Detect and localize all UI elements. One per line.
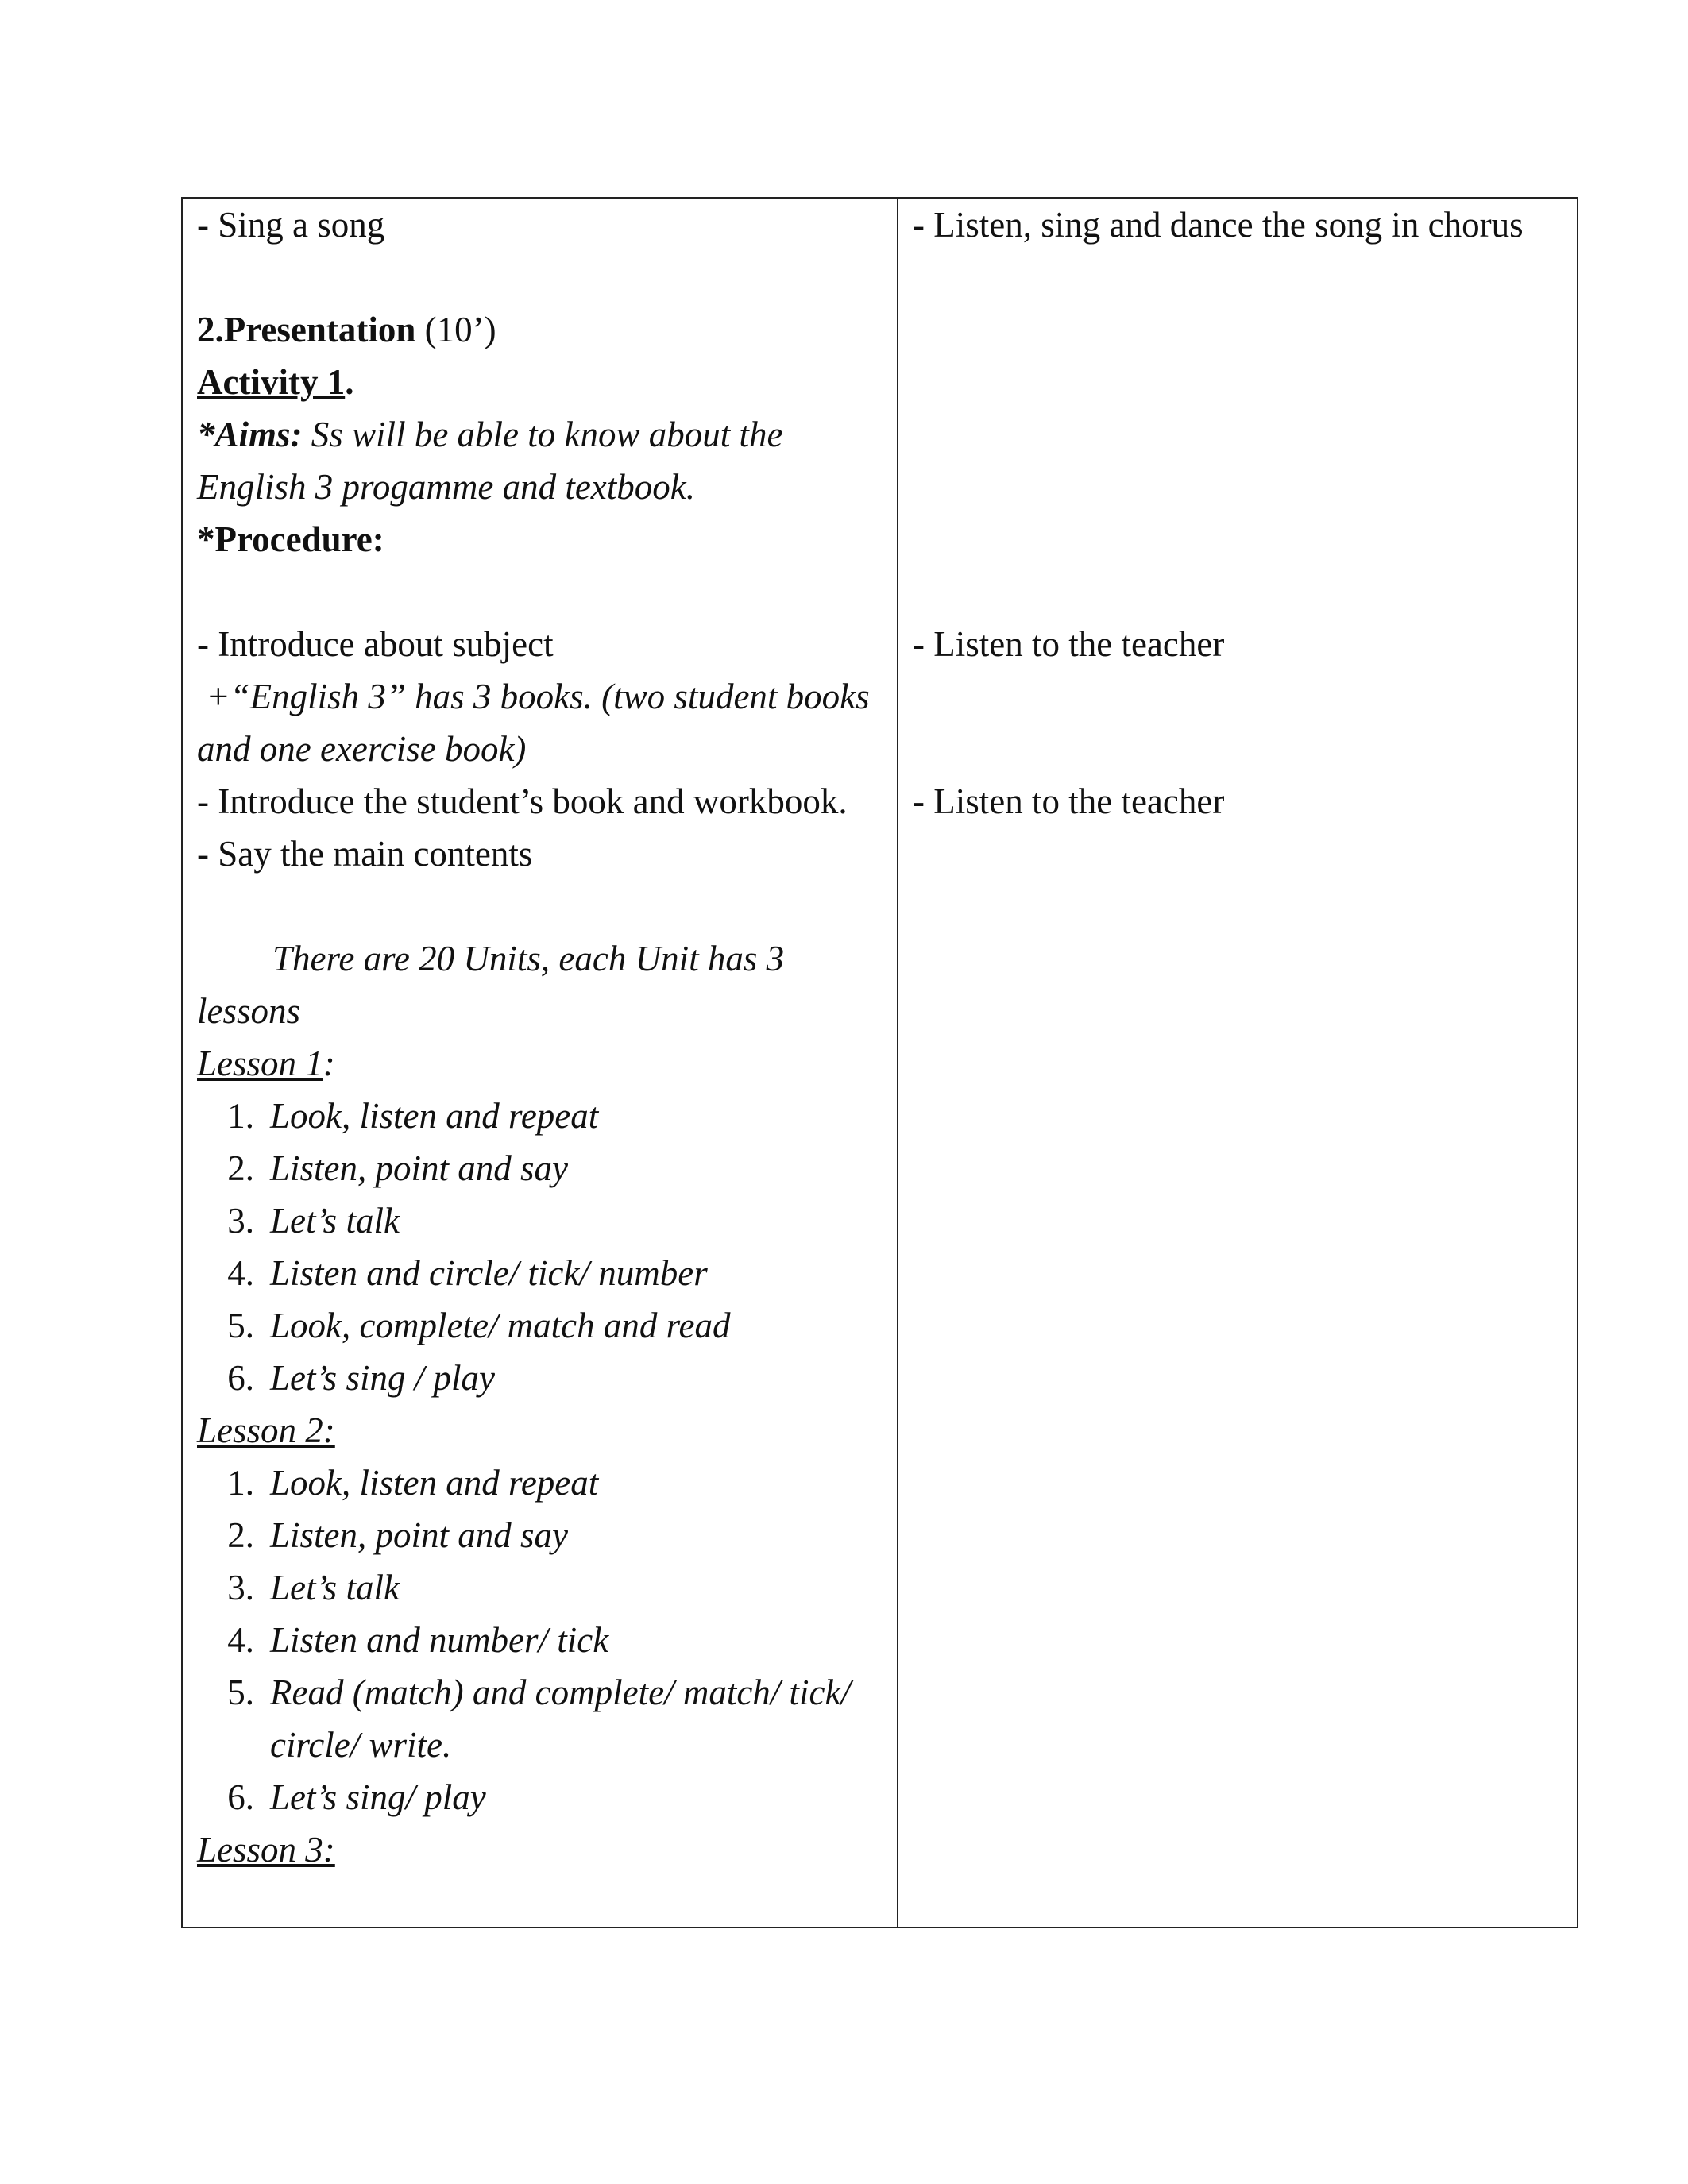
lesson3-label: Lesson 3: [197, 1830, 335, 1870]
activity-label: Activity 1 [197, 362, 346, 402]
lesson1-label: Lesson 1 [197, 1044, 323, 1083]
listen-teacher-line-2: - Listen to the teacher [913, 781, 1225, 821]
lesson-plan-table [181, 197, 1578, 1928]
list-item: 1. Look, listen and repeat [227, 1463, 599, 1503]
list-item: 6. Let’s sing / play [227, 1358, 495, 1398]
aims-text: Ss will be able to know about the English 3 progamme and textbook. [197, 415, 792, 507]
list-item: 2. Listen, point and say [227, 1148, 569, 1188]
teacher-activities-cell [182, 198, 898, 1927]
introduce-subject-line: - Introduce about subject [197, 624, 554, 664]
activity-heading [197, 356, 883, 408]
list-item: 4. Listen and circle/ tick/ number [227, 1253, 708, 1293]
table-row [182, 198, 1578, 1927]
lesson2-label: Lesson 2: [197, 1410, 335, 1450]
presentation-title: 2.Presentation [197, 310, 416, 349]
introduce-books-line: - Introduce the student’s book and workbook. [197, 781, 848, 821]
listen-sing-line: - Listen, sing and dance the song in chorus [913, 205, 1524, 245]
say-contents-line: - Say the main contents [197, 834, 533, 874]
presentation-heading [197, 303, 883, 356]
list-item: 3. Let’s talk [227, 1201, 400, 1241]
presentation-time: (10’) [415, 310, 496, 349]
list-item: 6. Let’s sing/ play [227, 1777, 486, 1817]
lesson2-list [197, 1457, 883, 1823]
list-item: 5. Look, complete/ match and read [227, 1306, 731, 1345]
list-item: 4. Listen and number/ tick [227, 1620, 609, 1660]
student-activities-cell [898, 198, 1578, 1927]
list-item: 1. Look, listen and repeat [227, 1096, 599, 1136]
lesson1-heading: Lesson 1: [197, 1044, 335, 1083]
list-item: 5. Read (match) and complete/ match/ tick/ circle/ write. [227, 1673, 852, 1765]
english3-note: +“English 3” has 3 books. (two student books and one exercise book) [197, 677, 879, 769]
list-item: 2. Listen, point and say [227, 1515, 569, 1555]
listen-teacher-line-1: - Listen to the teacher [913, 624, 1225, 664]
sing-song-line: - Sing a song [197, 205, 385, 245]
lesson1-list [197, 1090, 883, 1404]
procedure-label: *Procedure: [197, 519, 384, 559]
aims-paragraph [197, 408, 883, 513]
aims-label: *Aims: [197, 415, 303, 454]
units-paragraph: There are 20 Units, each Unit has 3 lessons [197, 939, 794, 1031]
activity-dot: . [345, 362, 354, 402]
list-item: 3. Let’s talk [227, 1568, 400, 1607]
